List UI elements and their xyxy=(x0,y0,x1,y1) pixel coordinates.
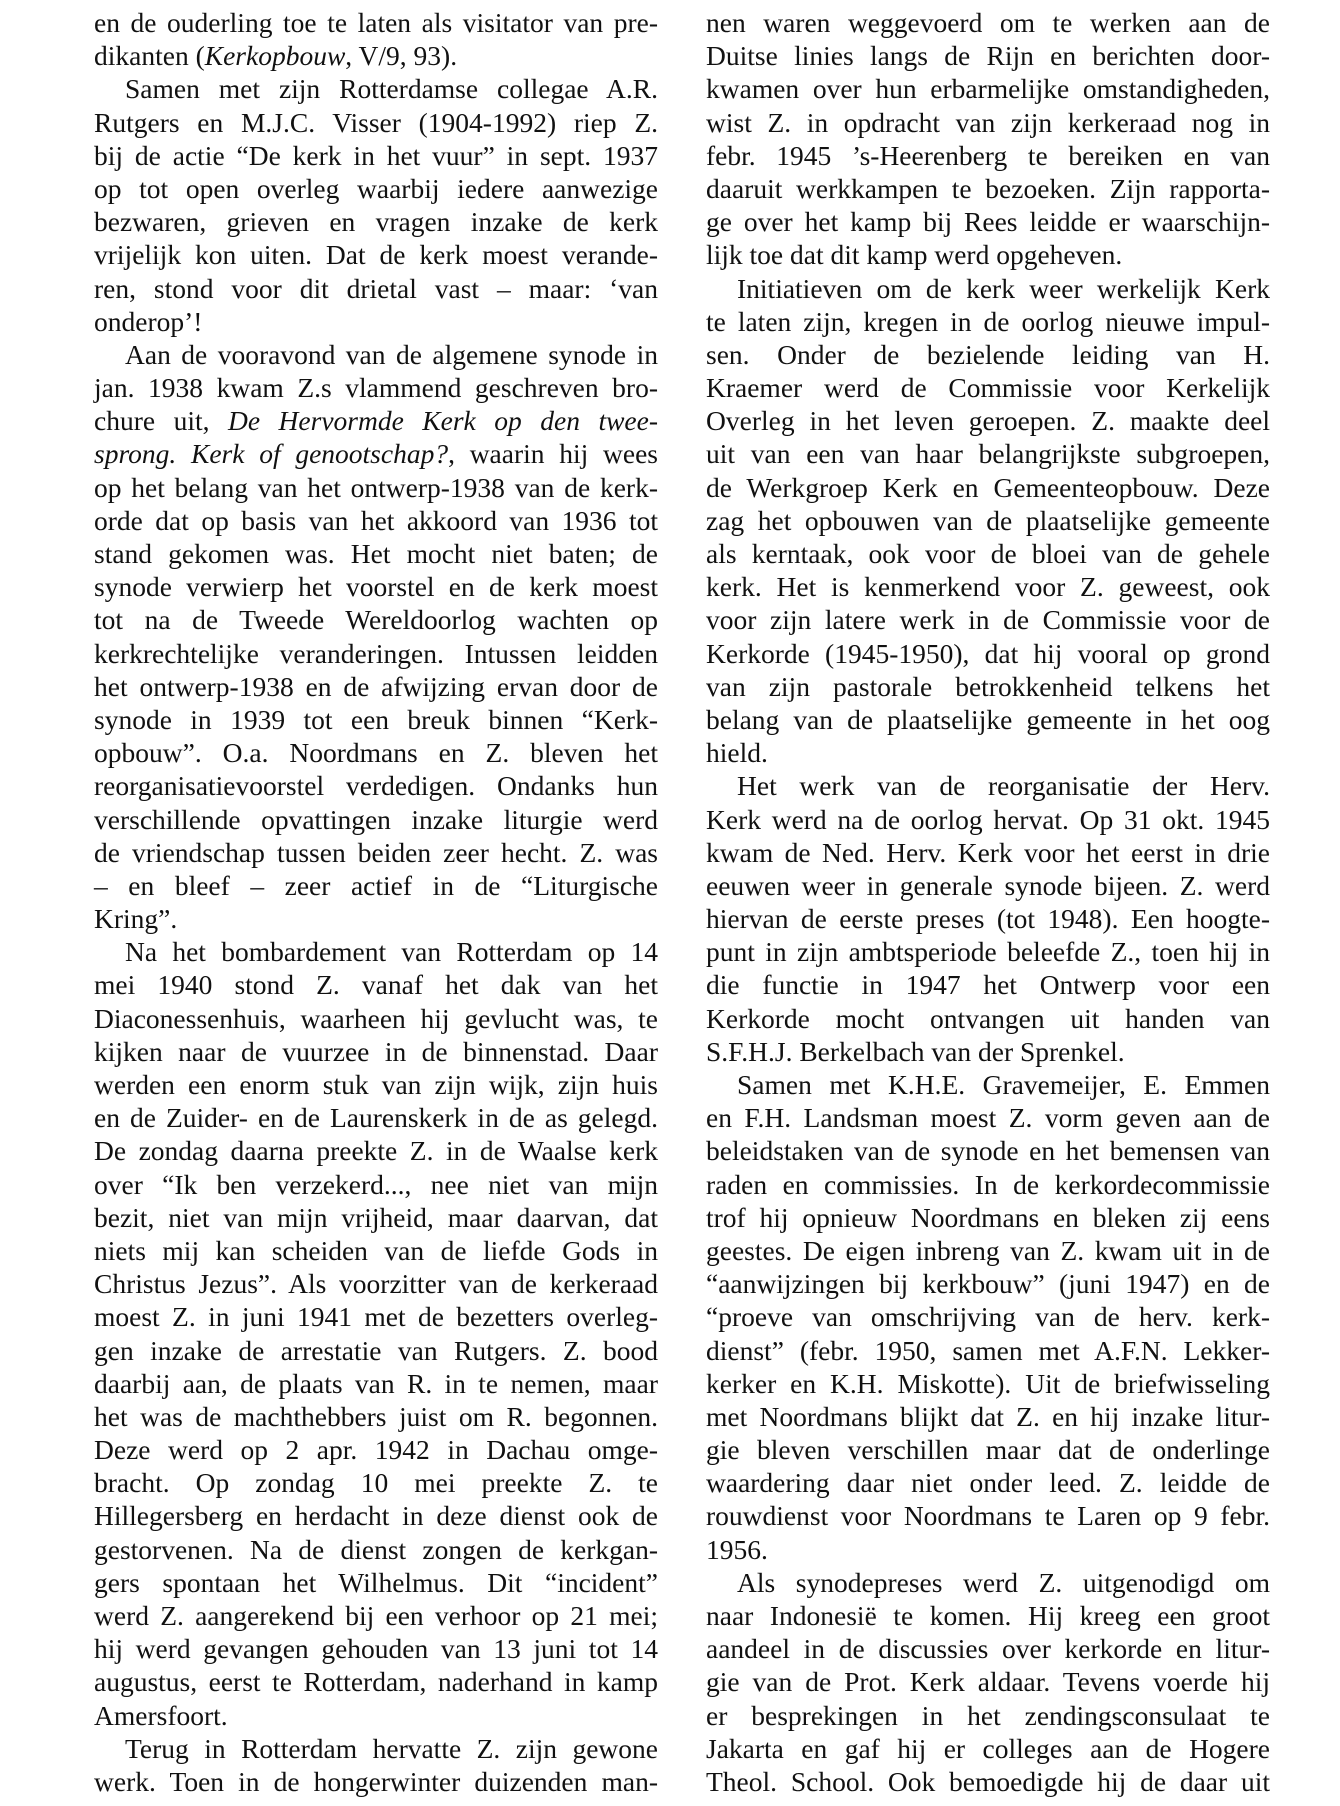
text-segment: kwamen over hun erbarmelijke omstandigheden, xyxy=(706,73,1270,105)
text-line xyxy=(706,305,1270,338)
text-line xyxy=(706,1599,1270,1632)
text-line xyxy=(94,1068,658,1101)
text-line xyxy=(94,504,658,537)
text-segment: en de ouderling toe te laten als visitator van pre- xyxy=(94,7,658,38)
text-segment: die functie in 1947 het Ontwerp voor een xyxy=(706,969,1270,1001)
text-line xyxy=(94,603,658,636)
text-segment: daaruit werkkampen te bezoeken. Zijn rapporta- xyxy=(706,172,1270,204)
text-line xyxy=(706,902,1270,935)
text-segment: synode in 1939 tot een breuk binnen “Kerk- xyxy=(94,703,658,735)
italic-title-text: sprong. Kerk of genootschap? xyxy=(94,438,449,470)
text-line xyxy=(94,1334,658,1367)
text-segment: zag het opbouwen van de plaatselijke gemeente xyxy=(706,504,1270,536)
text-line xyxy=(94,836,658,869)
text-line xyxy=(706,1533,1270,1566)
text-line xyxy=(94,437,658,470)
text-segment: hij werd gevangen gehouden van 13 juni tot 14 xyxy=(94,1633,658,1665)
text-segment: Hillegersberg en herdacht in deze dienst ook de xyxy=(94,1500,658,1532)
text-segment: wist Z. in opdracht van zijn kerkeraad nog in xyxy=(706,106,1270,138)
text-line xyxy=(706,603,1270,636)
paragraph-first-line xyxy=(706,1566,1270,1599)
text-line xyxy=(706,1267,1270,1300)
text-line xyxy=(706,1765,1270,1798)
text-segment: “proeve van omschrijving van de herv. kerk- xyxy=(706,1301,1270,1333)
text-segment: naar Indonesië te komen. Hij kreeg een groot xyxy=(706,1600,1270,1631)
text-line xyxy=(94,670,658,703)
text-segment: tot na de Tweede Wereldoorlog wachten op xyxy=(94,604,658,636)
text-segment: hiervan de eerste preses (tot 1948). Een hoogte- xyxy=(706,903,1270,935)
text-line xyxy=(706,836,1270,869)
text-line xyxy=(706,670,1270,703)
text-segment: Als synodepreses werd Z. uitgenodigd om xyxy=(737,1566,1270,1598)
text-line xyxy=(706,1300,1270,1333)
text-segment: gen inzake de arrestatie van Rutgers. Z. bood xyxy=(94,1334,658,1366)
text-segment: Het werk van de reorganisatie der Herv. xyxy=(737,770,1270,802)
text-segment: en F.H. Landsman moest Z. vorm geven aan de xyxy=(706,1102,1270,1134)
text-line xyxy=(706,6,1270,39)
text-line xyxy=(706,869,1270,902)
paragraph-first-line xyxy=(94,1732,658,1765)
text-line xyxy=(94,968,658,1001)
text-line xyxy=(706,637,1270,670)
text-line xyxy=(706,968,1270,1001)
text-segment: werden een enorm stuk van zijn wijk, zijn huis xyxy=(94,1069,658,1100)
text-segment: bracht. Op zondag 10 mei preekte Z. te xyxy=(94,1467,658,1499)
text-line xyxy=(94,1466,658,1499)
text-segment: ge over het kamp bij Rees leidde er waarschijn- xyxy=(706,206,1270,238)
text-segment: kwam de Ned. Herv. Kerk voor het eerst in drie xyxy=(706,836,1270,868)
text-segment: kijken naar de vuurzee in de binnenstad. Daar xyxy=(94,1035,658,1067)
text-segment: en de Zuider- en de Laurenskerk in de as gelegd. xyxy=(94,1102,658,1134)
text-segment: belang van de plaatselijke gemeente in het oog xyxy=(706,703,1270,735)
paragraph-first-line xyxy=(706,1068,1270,1101)
text-line xyxy=(706,471,1270,504)
text-segment: uit van een van haar belangrijkste subgroepen, xyxy=(706,438,1270,470)
text-segment: stand gekomen was. Het mocht niet baten; de xyxy=(94,538,658,569)
paragraph-first-line xyxy=(94,72,658,105)
text-line xyxy=(94,272,658,305)
text-line xyxy=(94,371,658,404)
text-segment: gers spontaan het Wilhelmus. Dit “incident” xyxy=(94,1566,658,1598)
text-segment: Samen met zijn Rotterdamse collegae A.R. xyxy=(125,73,658,105)
text-segment: punt in zijn ambtsperiode beleefde Z., toen hij in xyxy=(706,936,1270,968)
text-segment: als kerntaak, ook voor de bloei van de gehele xyxy=(706,538,1270,569)
text-segment: op tot open overleg waarbij iedere aanwezige xyxy=(94,172,658,204)
text-line xyxy=(706,371,1270,404)
text-line xyxy=(94,1201,658,1234)
text-line xyxy=(94,703,658,736)
text-line xyxy=(94,305,658,338)
text-line xyxy=(706,537,1270,570)
text-segment: trof hij opnieuw Noordmans en bleken zij eens xyxy=(706,1201,1270,1233)
text-segment: Kraemer werd de Commissie voor Kerkelijk xyxy=(706,372,1270,404)
text-segment: Christus Jezus”. Als voorzitter van de kerkeraad xyxy=(94,1268,658,1300)
text-segment: synode verwierp het voorstel en de kerk moest xyxy=(94,571,658,603)
text-segment: bezit, niet van mijn vrijheid, maar daarvan, dat xyxy=(94,1201,658,1233)
text-segment: rouwdienst voor Noordmans te Laren op 9 febr. xyxy=(706,1500,1270,1532)
text-line xyxy=(706,238,1270,271)
text-segment: daarbij aan, de plaats van R. in te nemen, maar xyxy=(94,1367,658,1399)
text-line xyxy=(94,869,658,902)
text-segment: het was de machthebbers juist om R. begonnen. xyxy=(94,1400,658,1432)
text-line xyxy=(94,803,658,836)
text-segment: “aanwijzingen bij kerkbouw” (juni 1947) en de xyxy=(706,1268,1270,1300)
text-segment: bezwaren, grieven en vragen inzake de kerk xyxy=(94,206,658,238)
text-line xyxy=(706,1433,1270,1466)
text-line xyxy=(706,1035,1270,1068)
text-line xyxy=(94,736,658,769)
text-segment: Kerkorde mocht ontvangen uit handen van xyxy=(706,1002,1270,1034)
text-segment: er besprekingen in het zendingsconsulaat te xyxy=(706,1699,1270,1731)
text-line xyxy=(706,736,1270,769)
text-line xyxy=(94,471,658,504)
text-segment: Overleg in het leven geroepen. Z. maakte deel xyxy=(706,405,1270,437)
text-segment: kerk. Het is kenmerkend voor Z. geweest, ook xyxy=(706,571,1270,603)
text-line xyxy=(706,39,1270,72)
text-segment: niets mij kan scheiden van de liefde Gods in xyxy=(94,1234,658,1266)
text-segment: Aan de vooravond van de algemene synode in xyxy=(125,338,658,370)
text-segment: over “Ik ben verzekerd..., nee niet van mijn xyxy=(94,1168,658,1200)
text-segment: voor zijn latere werk in de Commissie voor de xyxy=(706,604,1270,636)
text-column-left xyxy=(94,6,658,1798)
text-segment: reorganisatievoorstel verdedigen. Ondanks hun xyxy=(94,770,658,802)
text-line xyxy=(94,537,658,570)
paragraph-first-line xyxy=(94,935,658,968)
text-line xyxy=(706,1002,1270,1035)
text-line xyxy=(706,404,1270,437)
text-segment: aandeel in de discussies over kerkorde en litur- xyxy=(706,1633,1270,1665)
text-segment: De zondag daarna preekte Z. in de Waalse kerk xyxy=(94,1135,658,1167)
text-line xyxy=(94,570,658,603)
text-segment: bij de actie “De kerk in het vuur” in sept. 1937 xyxy=(94,139,658,171)
paragraph-first-line xyxy=(706,769,1270,802)
text-line xyxy=(706,1665,1270,1698)
text-line xyxy=(706,172,1270,205)
text-line xyxy=(94,1765,658,1798)
text-segment: waardering daar niet onder leed. Z. leidde de xyxy=(706,1467,1270,1499)
text-segment: S.F.H.J. Berkelbach van der Sprenkel. xyxy=(706,1035,1125,1067)
text-segment: vrijelijk kon uiten. Dat de kerk moest verande- xyxy=(94,239,658,271)
italic-title-text: De Hervormde Kerk op den twee- xyxy=(227,405,658,437)
text-line xyxy=(94,1632,658,1665)
text-line xyxy=(706,703,1270,736)
text-segment: het ontwerp-1938 en de afwijzing ervan door de xyxy=(94,670,658,702)
text-segment: werk. Toen in de hongerwinter duizenden man- xyxy=(94,1765,658,1797)
text-segment: augustus, eerst te Rotterdam, naderhand in kamp xyxy=(94,1666,658,1698)
text-segment: Rutgers en M.J.C. Visser (1904-1992) riep Z. xyxy=(94,106,658,138)
text-line xyxy=(94,205,658,238)
text-line xyxy=(706,1632,1270,1665)
text-line xyxy=(94,106,658,139)
text-segment: ren, stond voor dit drietal vast – maar: ‘van xyxy=(94,272,658,304)
text-segment: kerkrechtelijke veranderingen. Intussen leidden xyxy=(94,637,658,669)
text-segment: gie van de Prot. Kerk aldaar. Tevens voerde hij xyxy=(706,1666,1270,1698)
text-segment: hield. xyxy=(706,737,768,769)
text-segment: kerker en K.H. Miskotte). Uit de briefwisseling xyxy=(706,1367,1270,1399)
text-segment: de Werkgroep Kerk en Gemeenteopbouw. Deze xyxy=(706,471,1270,503)
text-line xyxy=(94,6,658,39)
text-segment: met Noordmans blijkt dat Z. en hij inzake litur- xyxy=(706,1400,1270,1432)
text-segment: Deze werd op 2 apr. 1942 in Dachau omge- xyxy=(94,1434,658,1466)
text-segment: te laten zijn, kregen in de oorlog nieuwe impul- xyxy=(706,305,1270,337)
text-segment: opbouw”. O.a. Noordmans en Z. bleven het xyxy=(94,737,658,769)
text-line xyxy=(706,570,1270,603)
text-line xyxy=(706,1234,1270,1267)
text-line xyxy=(706,106,1270,139)
text-segment: eeuwen weer in generale synode bijeen. Z. werd xyxy=(706,869,1270,901)
text-line xyxy=(706,1334,1270,1367)
text-line xyxy=(94,404,658,437)
text-segment: raden en commissies. In de kerkordecommissie xyxy=(706,1168,1270,1200)
text-segment: , waarin hij wees xyxy=(448,438,658,470)
text-segment: – en bleef – zeer actief in de “Liturgische xyxy=(94,869,658,901)
text-segment: Jakarta en gaf hij er colleges aan de Hogere xyxy=(706,1732,1270,1764)
text-segment: geestes. De eigen inbreng van Z. kwam uit in de xyxy=(706,1234,1270,1266)
text-line xyxy=(94,139,658,172)
text-segment: van zijn pastorale betrokkenheid telkens het xyxy=(706,670,1270,702)
text-line xyxy=(94,902,658,935)
text-line xyxy=(706,1499,1270,1532)
text-segment: Theol. School. Ook bemoedigde hij de daar uit xyxy=(706,1765,1270,1797)
text-line xyxy=(94,39,658,72)
text-line xyxy=(706,205,1270,238)
text-segment: Amersfoort. xyxy=(94,1699,228,1731)
text-segment: Initiatieven om de kerk weer werkelijk Kerk xyxy=(737,272,1270,304)
text-line xyxy=(94,1267,658,1300)
text-line xyxy=(706,1367,1270,1400)
text-line xyxy=(94,1367,658,1400)
text-line xyxy=(94,1499,658,1532)
text-line xyxy=(94,1002,658,1035)
text-line xyxy=(94,1699,658,1732)
text-line xyxy=(94,1134,658,1167)
text-line xyxy=(94,1400,658,1433)
text-line xyxy=(94,769,658,802)
text-segment: nen waren weggevoerd om te werken aan de xyxy=(706,7,1270,38)
text-segment: lijk toe dat dit kamp werd opgeheven. xyxy=(706,239,1123,271)
text-line xyxy=(94,238,658,271)
text-line xyxy=(706,338,1270,371)
text-line xyxy=(706,803,1270,836)
text-line xyxy=(94,1234,658,1267)
text-line xyxy=(706,1134,1270,1167)
text-column-right xyxy=(706,6,1270,1798)
text-line xyxy=(94,1433,658,1466)
text-line xyxy=(706,72,1270,105)
text-segment: beleidstaken van de synode en het bemensen van xyxy=(706,1135,1270,1167)
text-line xyxy=(94,1300,658,1333)
text-segment: febr. 1945 ’s-Heerenberg te bereiken en van xyxy=(706,139,1270,171)
text-line xyxy=(706,935,1270,968)
paragraph-first-line xyxy=(706,272,1270,305)
text-line xyxy=(706,1466,1270,1499)
text-line xyxy=(94,1599,658,1632)
text-segment: onderop’! xyxy=(94,305,203,337)
text-line xyxy=(94,1035,658,1068)
text-segment: dikanten ( xyxy=(94,40,205,72)
text-line xyxy=(706,1732,1270,1765)
text-segment: verschillende opvattingen inzake liturgie werd xyxy=(94,803,658,835)
text-segment: Na het bombardement van Rotterdam op 14 xyxy=(125,936,658,968)
text-line xyxy=(706,1400,1270,1433)
text-segment: gestorvenen. Na de dienst zongen de kerkgan- xyxy=(94,1533,658,1565)
text-segment: Kring”. xyxy=(94,903,178,935)
text-segment: Terug in Rotterdam hervatte Z. zijn gewone xyxy=(125,1732,658,1764)
text-line xyxy=(706,1201,1270,1234)
text-line xyxy=(706,1699,1270,1732)
text-segment: op het belang van het ontwerp-1938 van de kerk- xyxy=(94,471,658,503)
text-segment: Kerkorde (1945-1950), dat hij vooral op grond xyxy=(706,637,1270,669)
text-segment: 1956. xyxy=(706,1533,768,1565)
text-segment: Diaconessenhuis, waarheen hij gevlucht was, te xyxy=(94,1002,658,1034)
text-line xyxy=(706,139,1270,172)
text-line xyxy=(706,1168,1270,1201)
text-line xyxy=(94,637,658,670)
text-segment: Kerk werd na de oorlog hervat. Op 31 okt. 1945 xyxy=(706,803,1270,835)
text-line xyxy=(706,504,1270,537)
text-line xyxy=(94,1533,658,1566)
text-segment: moest Z. in juni 1941 met de bezetters overleg- xyxy=(94,1301,658,1333)
text-segment: de vriendschap tussen beiden zeer hecht. Z. was xyxy=(94,836,658,868)
paragraph-first-line xyxy=(94,338,658,371)
text-line xyxy=(94,1566,658,1599)
text-segment: orde dat op basis van het akkoord van 1936 tot xyxy=(94,504,658,536)
text-segment: Samen met K.H.E. Gravemeijer, E. Emmen xyxy=(737,1069,1270,1100)
text-segment: chure uit, xyxy=(94,405,228,437)
text-segment: jan. 1938 kwam Z.s vlammend geschreven bro- xyxy=(94,372,658,404)
text-segment: gie bleven verschillen maar dat de onderlinge xyxy=(706,1434,1270,1466)
text-segment: Duitse linies langs de Rijn en berichten door- xyxy=(706,40,1270,72)
text-segment: sen. Onder de bezielende leiding van H. xyxy=(706,338,1270,370)
text-segment: mei 1940 stond Z. vanaf het dak van het xyxy=(94,969,658,1001)
text-line xyxy=(706,1101,1270,1134)
text-segment: , V/9, 93). xyxy=(345,40,458,72)
text-line xyxy=(94,172,658,205)
text-line xyxy=(94,1665,658,1698)
text-line xyxy=(94,1168,658,1201)
text-line xyxy=(94,1101,658,1134)
text-segment: werd Z. aangerekend bij een verhoor op 21 mei; xyxy=(94,1600,658,1631)
text-line xyxy=(706,437,1270,470)
text-segment: dienst” (febr. 1950, samen met A.F.N. Lekker- xyxy=(706,1334,1270,1366)
italic-title-text: Kerkopbouw xyxy=(204,40,346,72)
